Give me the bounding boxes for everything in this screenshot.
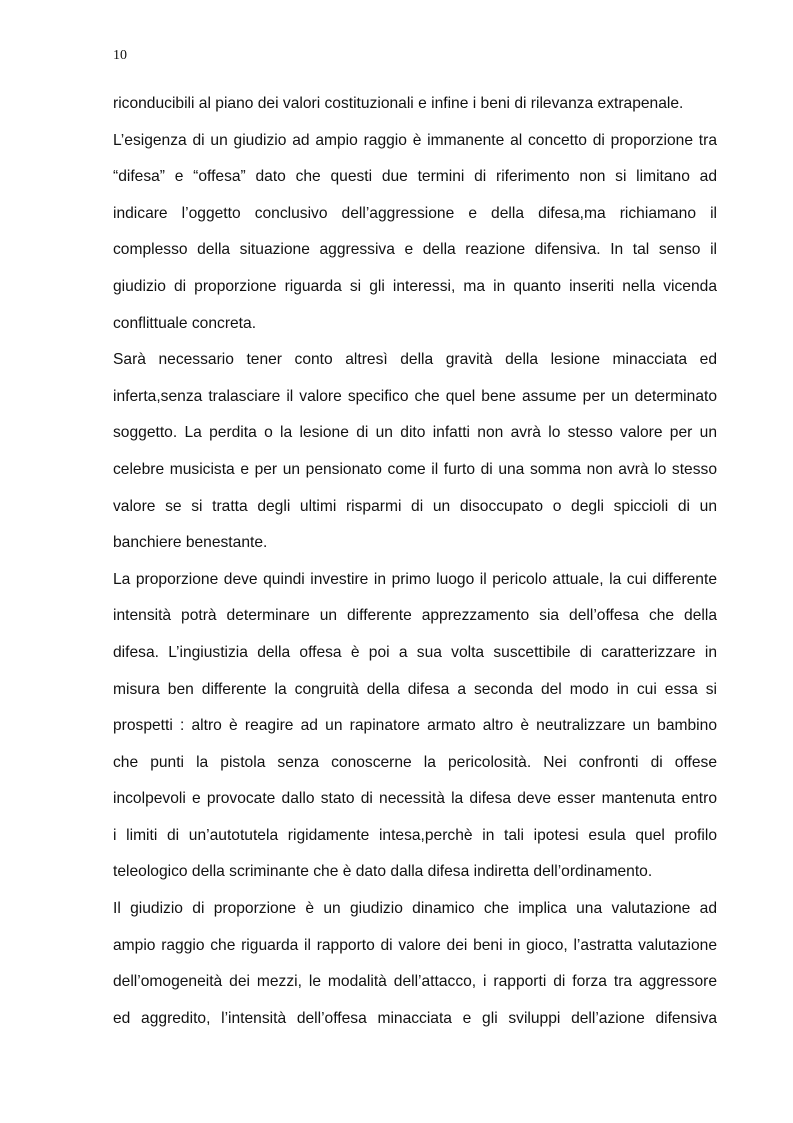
text-line: prospetti : altro è reagire ad un rapinatore armato altro è neutralizzare un bambino: [113, 717, 717, 735]
text-line: “difesa” e “offesa” dato che questi due termini di riferimento non si limitano ad: [113, 168, 717, 186]
text-line: Il giudizio di proporzione è un giudizio dinamico che implica una valutazione ad: [113, 900, 717, 918]
text-line: dell’omogeneità dei mezzi, le modalità dell’attacco, i rapporti di forza tra aggressore: [113, 973, 717, 991]
text-line: intensità potrà determinare un differente apprezzamento sia dell’offesa che della: [113, 607, 717, 625]
text-line: ampio raggio che riguarda il rapporto di valore dei beni in gioco, l’astratta valutazione: [113, 936, 717, 954]
text-line: valore se si tratta degli ultimi risparmi di un disoccupato o degli spiccioli di un: [113, 497, 717, 515]
text-line: giudizio di proporzione riguarda si gli interessi, ma in quanto inseriti nella vicenda: [113, 277, 717, 295]
text-line: soggetto. La perdita o la lesione di un dito infatti non avrà lo stesso valore per un: [113, 424, 717, 442]
text-line: ed aggredito, l’intensità dell’offesa minacciata e gli sviluppi dell’azione difensiva: [113, 1009, 717, 1027]
text-line: che punti la pistola senza conoscerne la pericolosità. Nei confronti di offese: [113, 753, 717, 771]
text-line: teleologico della scriminante che è dato dalla difesa indiretta dell’ordinamento.: [113, 863, 653, 881]
text-line: i limiti di un’autotutela rigidamente intesa,perchè in tali ipotesi esula quel profilo: [113, 826, 717, 844]
text-line: celebre musicista e per un pensionato come il furto di una somma non avrà lo stesso: [113, 460, 717, 478]
text-line: La proporzione deve quindi investire in primo luogo il pericolo attuale, la cui differente: [113, 570, 717, 588]
text-line: riconducibili al piano dei valori costituzionali e infine i beni di rilevanza extrapenale.: [113, 95, 684, 112]
text-line: inferta,senza tralasciare il valore specifico che quel bene assume per un determinato: [113, 387, 717, 405]
text-line: conflittuale concreta.: [113, 314, 257, 332]
page-number: 10: [113, 48, 127, 63]
text-line: banchiere benestante.: [113, 534, 268, 552]
text-line: complesso della situazione aggressiva e della reazione difensiva. In tal senso il: [113, 241, 717, 259]
text-line: misura ben differente la congruità della difesa a seconda del modo in cui essa si: [113, 680, 717, 698]
text-line: L’esigenza di un giudizio ad ampio raggio è immanente al concetto di proporzione tra: [113, 131, 717, 149]
body-text: [113, 94, 717, 1045]
text-line: indicare l’oggetto conclusivo dell’aggressione e della difesa,ma richiamano il: [113, 204, 717, 222]
text-line: Sarà necessario tener conto altresì della gravità della lesione minacciata ed: [113, 351, 717, 369]
text-line: difesa. L’ingiustizia della offesa è poi a sua volta suscettibile di caratterizzare in: [113, 643, 717, 661]
text-line: incolpevoli e provocate dallo stato di necessità la difesa deve esser mantenuta entro: [113, 790, 717, 808]
